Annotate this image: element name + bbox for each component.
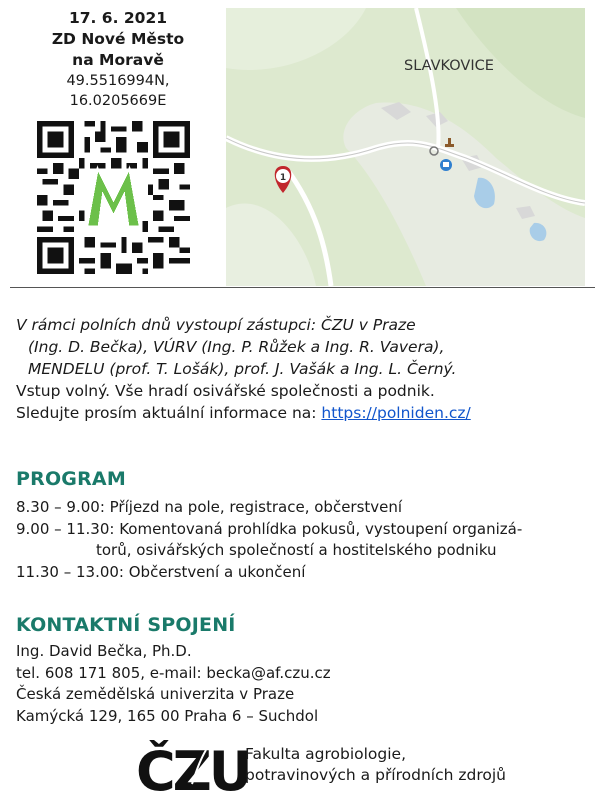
- program-list: [16, 497, 522, 583]
- contact-address: Kamýcká 129, 165 00 Praha 6 – Suchdol: [16, 706, 319, 725]
- section-divider: [10, 287, 595, 288]
- contact-name: Ing. David Bečka, Ph.D.: [16, 642, 192, 660]
- intro-line: MENDELU (prof. T. Lošák), prof. J. Vašák a Ing. L. Černý.: [28, 360, 457, 378]
- program-item-continuation: torů, osivářských společností a hostitelského podniku: [96, 541, 497, 559]
- intro-line: Vstup volný. Vše hradí osivářské společnosti a podnik.: [16, 382, 435, 400]
- qr-code[interactable]: [37, 121, 190, 274]
- faculty-line2: potravinových a přírodních zdrojů: [245, 766, 506, 784]
- contact-university: Česká zemědělská univerzita v Praze: [16, 685, 295, 703]
- coordinate-longitude: 16.0205669E: [69, 93, 167, 109]
- intro-line: [16, 402, 471, 424]
- map-marker-label: 1: [279, 173, 287, 183]
- map-village-label: SLAVKOVICE: [404, 58, 494, 74]
- faculty-line1: Fakulta agrobiologie,: [245, 745, 407, 763]
- intro-line: V rámci polních dnů vystoupí zástupci: ČZU v Praze: [16, 316, 416, 334]
- polniden-link[interactable]: https://polniden.cz/: [321, 404, 471, 422]
- logo-letters: ČZU: [136, 740, 250, 802]
- coordinate-latitude: 49.5516994N,: [66, 73, 170, 89]
- contact-phone-email: tel. 608 171 805, e-mail: becka@af.czu.cz: [16, 663, 331, 682]
- program-item: 11.30 – 13.00: Občerstvení a ukončení: [16, 562, 306, 581]
- event-date: 17. 6. 2021: [68, 9, 168, 27]
- program-heading: PROGRAM: [16, 468, 126, 490]
- event-place-line2: na Moravě: [72, 51, 164, 69]
- intro-text: [16, 314, 471, 424]
- intro-line: (Ing. D. Bečka), VÚRV (Ing. P. Růžek a Ing. R. Vavera),: [28, 338, 445, 356]
- intro-link-prefix: Sledujte prosím aktuální informace na:: [16, 404, 322, 422]
- location-map[interactable]: [226, 8, 585, 286]
- program-item: 9.00 – 11.30: Komentovaná prohlídka pokusů, vystoupení organizá-: [16, 519, 523, 538]
- faculty-name: [245, 744, 506, 786]
- event-place-line1: ZD Nové Město: [51, 30, 185, 48]
- event-info: [10, 8, 226, 111]
- event-header: [10, 8, 585, 288]
- program-item: 8.30 – 9.00: Příjezd na pole, registrace, občerstvení: [16, 498, 403, 516]
- contact-heading: KONTAKTNÍ SPOJENÍ: [16, 614, 236, 636]
- contact-details: [16, 641, 331, 727]
